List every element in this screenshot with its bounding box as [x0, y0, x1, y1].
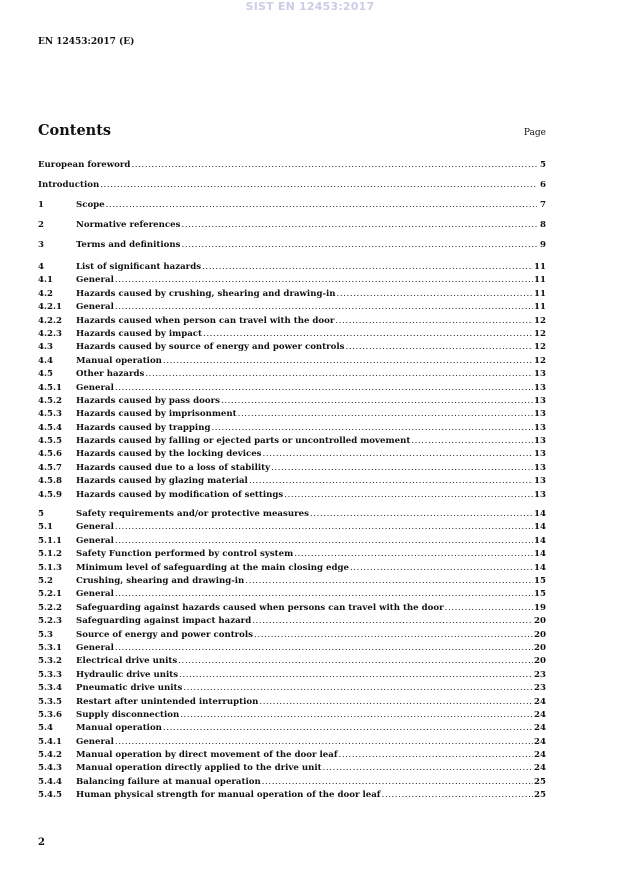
toc-entry-number: 4.1	[38, 275, 53, 286]
toc-entry-title: Supply disconnection	[76, 709, 180, 720]
toc-entry-title: Minimum level of safeguarding at the main closing edge	[76, 562, 349, 573]
toc-entry[interactable]	[38, 155, 546, 175]
toc-entry-title: Restart after unintended interruption	[76, 696, 259, 707]
toc-dot-leader	[211, 422, 533, 435]
toc-dot-leader	[411, 435, 533, 448]
toc-entry-number: 4.5.6	[38, 449, 62, 460]
toc-entry[interactable]	[38, 548, 546, 561]
toc-entry[interactable]	[38, 789, 546, 802]
toc-entry-title: Hazards caused by source of energy and power controls	[76, 342, 345, 353]
toc-entry-title: List of significant hazards	[76, 262, 202, 272]
toc-entry-title: General	[76, 535, 114, 546]
toc-entry-page: 13	[534, 369, 546, 380]
toc-entry-number: 4.5.2	[38, 395, 62, 406]
toc-entry-title: Pneumatic drive units	[76, 683, 183, 694]
toc-entry-title: Scope	[76, 200, 105, 210]
toc-entry-number: 4	[38, 262, 44, 272]
toc-entry-page: 9	[540, 240, 546, 250]
toc-dot-leader	[115, 642, 533, 655]
toc-entry-page: 20	[534, 656, 546, 667]
toc-entry-number: 5.4.4	[38, 776, 62, 787]
toc-entry-title: Electrical drive units	[76, 656, 178, 667]
toc-entry-page: 25	[534, 790, 546, 801]
toc-dot-leader	[284, 489, 533, 502]
toc-entry-page: 14	[534, 549, 546, 560]
toc-dot-leader	[181, 215, 537, 235]
toc-entry-number: 5.3.5	[38, 696, 62, 707]
toc-entry-number: 4.5.8	[38, 476, 62, 487]
toc-entry-title: European foreword	[38, 160, 131, 170]
contents-title: Contents	[38, 122, 112, 139]
toc-dot-leader	[203, 328, 533, 341]
toc-dot-leader	[262, 776, 533, 789]
toc-entry-number: 4.5.7	[38, 462, 62, 473]
toc-entry-title: Normative references	[76, 220, 181, 230]
toc-entry-page: 25	[534, 776, 546, 787]
toc-entry[interactable]	[38, 722, 546, 735]
toc-dot-leader	[445, 602, 533, 615]
toc-dot-leader	[115, 521, 533, 534]
page-number: 2	[38, 837, 45, 848]
toc-entry-number: 4.2.1	[38, 302, 62, 313]
toc-dot-leader	[335, 315, 533, 328]
toc-entry-title: General	[76, 736, 114, 747]
toc-dot-leader	[259, 696, 533, 709]
toc-entry-page: 7	[540, 200, 546, 210]
toc-entry-number: 5.3.3	[38, 669, 62, 680]
toc-entry-number: 4.2.3	[38, 328, 62, 339]
toc-entry-page: 20	[534, 642, 546, 653]
toc-entry-page: 13	[534, 395, 546, 406]
toc-entry[interactable]	[38, 588, 546, 601]
toc-entry[interactable]	[38, 629, 546, 642]
toc-entry[interactable]	[38, 749, 546, 762]
toc-dot-leader	[115, 535, 533, 548]
toc-entry[interactable]	[38, 315, 546, 328]
toc-entry-number: 3	[38, 240, 44, 250]
toc-entry[interactable]	[38, 408, 546, 421]
toc-entry-page: 13	[534, 382, 546, 393]
toc-entry-page: 13	[534, 422, 546, 433]
toc-entry-page: 13	[534, 489, 546, 500]
toc-dot-leader	[249, 475, 533, 488]
toc-entry-page: 23	[534, 669, 546, 680]
toc-entry-page: 13	[534, 449, 546, 460]
toc-entry-page: 13	[534, 436, 546, 447]
toc-dot-leader	[163, 722, 533, 735]
toc-entry-number: 5.4.2	[38, 750, 62, 761]
toc-entry-number: 4.5.1	[38, 382, 62, 393]
toc-entry[interactable]	[38, 301, 546, 314]
toc-entry-number: 5.3	[38, 629, 53, 640]
toc-entry-number: 5.2.1	[38, 589, 62, 600]
toc-dot-leader	[339, 749, 534, 762]
toc-dot-leader	[202, 261, 533, 274]
toc-entry-page: 23	[534, 683, 546, 694]
toc-entry-title: Manual operation directly applied to the drive unit	[76, 763, 322, 774]
toc-entry[interactable]	[38, 274, 546, 287]
toc-entry[interactable]	[38, 368, 546, 381]
toc-entry-page: 24	[534, 696, 546, 707]
toc-entry-number: 5.4.5	[38, 790, 62, 801]
toc-entry[interactable]	[38, 776, 546, 789]
toc-dot-leader	[106, 195, 537, 215]
toc-dot-leader	[294, 548, 533, 561]
toc-entry[interactable]	[38, 195, 546, 215]
toc-dot-leader	[252, 615, 533, 628]
toc-entry-page: 20	[534, 616, 546, 627]
toc-entry-title: Other hazards	[76, 369, 145, 380]
toc-entry-page: 13	[534, 462, 546, 473]
toc-entry-title: Hazards caused by trapping	[76, 422, 211, 433]
toc-entry[interactable]	[38, 562, 546, 575]
toc-entry-page: 24	[534, 750, 546, 761]
toc-entry-title: Hazards caused by imprisonment	[76, 409, 237, 420]
toc-entry-page: 12	[534, 315, 546, 326]
toc-entry-number: 5.4.1	[38, 736, 62, 747]
toc-entry-page: 11	[534, 302, 546, 313]
toc-entry[interactable]	[38, 669, 546, 682]
toc-entry-page: 8	[540, 220, 546, 230]
toc-entry[interactable]	[38, 615, 546, 628]
toc-dot-leader	[245, 575, 533, 588]
toc-entry-title: Hazards caused by impact	[76, 328, 202, 339]
toc-entry[interactable]	[38, 602, 546, 615]
toc-entry[interactable]	[38, 489, 546, 502]
toc-entry-page: 6	[540, 180, 546, 190]
toc-entry-number: 4.3	[38, 342, 53, 353]
toc-entry[interactable]	[38, 535, 546, 548]
toc-entry-page: 11	[534, 262, 546, 272]
toc-entry-page: 14	[534, 562, 546, 573]
toc-entry-title: Terms and definitions	[76, 240, 181, 250]
toc-entry-number: 5.2.2	[38, 602, 62, 613]
toc-entry-page: 13	[534, 409, 546, 420]
toc-entry-title: Human physical strength for manual operation of the door leaf	[76, 790, 381, 801]
toc-dot-leader	[310, 508, 533, 521]
toc-entry-number: 5.2.3	[38, 616, 62, 627]
toc-entry[interactable]	[38, 762, 546, 775]
toc-entry[interactable]	[38, 341, 546, 354]
toc-entry[interactable]	[38, 328, 546, 341]
toc-entry[interactable]	[38, 395, 546, 408]
toc-dot-leader	[271, 462, 533, 475]
table-of-contents	[38, 155, 546, 803]
toc-entry-title: Safeguarding against impact hazard	[76, 616, 252, 627]
toc-entry-number: 4.5.3	[38, 409, 62, 420]
toc-entry[interactable]	[38, 575, 546, 588]
toc-entry[interactable]	[38, 696, 546, 709]
toc-entry-number: 5.1.1	[38, 535, 62, 546]
toc-entry-title: Hazards caused by falling or ejected parts or uncontrolled movement	[76, 436, 411, 447]
toc-entry-title: Safety requirements and/or protective measures	[76, 509, 309, 520]
toc-entry-page: 15	[534, 589, 546, 600]
toc-entry-title: Manual operation	[76, 355, 162, 366]
toc-entry-page: 15	[534, 575, 546, 586]
toc-entry-page: 12	[534, 328, 546, 339]
toc-entry-number: 4.5.4	[38, 422, 62, 433]
toc-entry[interactable]	[38, 288, 546, 301]
toc-entry-title: Hazards caused by glazing material	[76, 476, 248, 487]
toc-dot-leader	[350, 562, 533, 575]
toc-entry-number: 5.3.6	[38, 709, 62, 720]
toc-entry-title: Crushing, shearing and drawing-in	[76, 575, 245, 586]
toc-entry-title: General	[76, 275, 114, 286]
document-id: EN 12453:2017 (E)	[38, 37, 135, 47]
toc-entry-number: 5.1.2	[38, 549, 62, 560]
toc-dot-leader	[323, 762, 533, 775]
toc-entry-number: 1	[38, 200, 44, 210]
toc-dot-leader	[238, 408, 533, 421]
toc-entry-number: 4.2.2	[38, 315, 62, 326]
toc-dot-leader	[263, 448, 534, 461]
toc-entry-title: Hazards caused due to a loss of stability	[76, 462, 271, 473]
toc-entry[interactable]	[38, 508, 546, 521]
toc-entry-title: General	[76, 642, 114, 653]
toc-entry-page: 20	[534, 629, 546, 640]
toc-entry[interactable]	[38, 175, 546, 195]
toc-entry-page: 5	[540, 160, 546, 170]
toc-dot-leader	[181, 235, 537, 255]
toc-entry-page: 24	[534, 723, 546, 734]
watermark: SIST EN 12453:2017	[245, 0, 375, 13]
toc-entry-page: 11	[534, 288, 546, 299]
toc-dot-leader	[115, 274, 533, 287]
toc-entry-page: 12	[534, 342, 546, 353]
toc-dot-leader	[381, 789, 533, 802]
toc-dot-leader	[346, 341, 534, 354]
toc-entry-number: 2	[38, 220, 44, 230]
toc-dot-leader	[115, 382, 533, 395]
toc-entry-number: 5.2	[38, 575, 53, 586]
toc-entry[interactable]	[38, 642, 546, 655]
toc-entry-title: Source of energy and power controls	[76, 629, 254, 640]
toc-entry-title: Hazards caused by crushing, shearing and drawing-in	[76, 288, 336, 299]
toc-entry[interactable]	[38, 355, 546, 368]
toc-entry-number: 4.4	[38, 355, 53, 366]
toc-entry-number: 5.1	[38, 522, 53, 533]
toc-entry-number: 4.5	[38, 369, 53, 380]
toc-entry-page: 14	[534, 509, 546, 520]
toc-dot-leader	[131, 155, 537, 175]
toc-entry-page: 14	[534, 522, 546, 533]
toc-entry[interactable]	[38, 462, 546, 475]
toc-entry-page: 12	[534, 355, 546, 366]
toc-entry-title: Hazards caused when person can travel with the door	[76, 315, 335, 326]
toc-entry-page: 13	[534, 476, 546, 487]
toc-entry-number: 4.5.9	[38, 489, 62, 500]
toc-entry[interactable]	[38, 655, 546, 668]
toc-dot-leader	[145, 368, 533, 381]
toc-entry-title: General	[76, 522, 114, 533]
toc-entry-number: 5.3.4	[38, 683, 62, 694]
toc-entry-title: Hazards caused by pass doors	[76, 395, 220, 406]
toc-entry-page: 24	[534, 709, 546, 720]
toc-entry[interactable]	[38, 521, 546, 534]
toc-entry[interactable]	[38, 422, 546, 435]
toc-entry-title: Hydraulic drive units	[76, 669, 179, 680]
toc-entry-page: 24	[534, 763, 546, 774]
toc-entry[interactable]	[38, 736, 546, 749]
toc-entry-title: Introduction	[38, 180, 100, 190]
toc-dot-leader	[163, 355, 533, 368]
toc-entry-number: 5	[38, 509, 44, 520]
toc-entry-title: General	[76, 382, 114, 393]
toc-entry[interactable]	[38, 475, 546, 488]
toc-entry-number: 4.2	[38, 288, 53, 299]
toc-entry-number: 5.3.2	[38, 656, 62, 667]
toc-entry[interactable]	[38, 382, 546, 395]
toc-dot-leader	[337, 288, 533, 301]
toc-entry[interactable]	[38, 435, 546, 448]
page-column-label: Page	[523, 128, 546, 138]
toc-dot-leader	[179, 669, 533, 682]
toc-entry-title: Hazards caused by modification of settings	[76, 489, 284, 500]
toc-dot-leader	[115, 736, 533, 749]
toc-dot-leader	[178, 655, 533, 668]
toc-dot-leader	[115, 301, 533, 314]
toc-dot-leader	[221, 395, 533, 408]
toc-entry-number: 5.1.3	[38, 562, 62, 573]
toc-entry-page: 14	[534, 535, 546, 546]
toc-dot-leader	[100, 175, 537, 195]
toc-entry-title: Balancing failure at manual operation	[76, 776, 261, 787]
toc-entry-page: 19	[534, 602, 546, 613]
toc-entry[interactable]	[38, 215, 546, 235]
toc-entry-number: 5.4.3	[38, 763, 62, 774]
toc-dot-leader	[180, 709, 533, 722]
toc-entry-number: 4.5.5	[38, 436, 62, 447]
toc-entry-page: 24	[534, 736, 546, 747]
toc-dot-leader	[115, 588, 533, 601]
toc-entry-number: 5.3.1	[38, 642, 62, 653]
toc-dot-leader	[254, 629, 533, 642]
toc-entry-title: General	[76, 589, 114, 600]
toc-entry[interactable]	[38, 261, 546, 274]
toc-entry[interactable]	[38, 709, 546, 722]
toc-entry-title: Safeguarding against hazards caused when persons can travel with the door	[76, 602, 444, 613]
toc-entry-title: Manual operation	[76, 723, 162, 734]
toc-entry[interactable]	[38, 448, 546, 461]
toc-entry-title: General	[76, 302, 114, 313]
toc-entry-number: 5.4	[38, 723, 53, 734]
toc-dot-leader	[183, 682, 533, 695]
toc-entry[interactable]	[38, 682, 546, 695]
toc-entry-page: 11	[534, 275, 546, 286]
toc-entry[interactable]	[38, 235, 546, 255]
toc-entry-title: Manual operation by direct movement of the door leaf	[76, 750, 338, 761]
toc-entry-title: Safety Function performed by control system	[76, 549, 294, 560]
toc-entry-title: Hazards caused by the locking devices	[76, 449, 262, 460]
